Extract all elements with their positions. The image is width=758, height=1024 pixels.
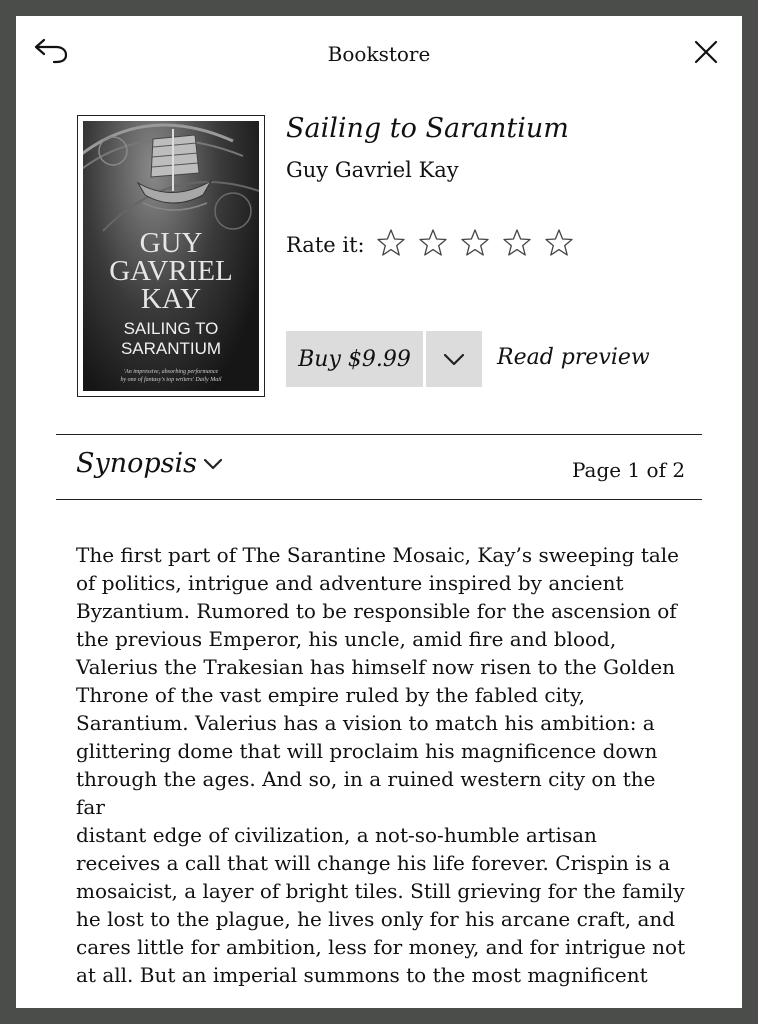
star-2-icon[interactable]: [418, 228, 448, 258]
cover-title-text: [83, 319, 259, 359]
cover-quote-line: by one of fantasy's top writers' Daily Mail: [120, 377, 222, 383]
synopsis-line: Sarantium. Valerius has a vision to match his ambition: a: [76, 711, 655, 735]
synopsis-line: of politics, intrigue and adventure inspired by ancient: [76, 571, 624, 595]
book-author[interactable]: Guy Gavriel Kay: [286, 158, 459, 182]
close-icon: [690, 36, 722, 68]
buy-options-dropdown-button[interactable]: [426, 331, 482, 387]
ship-mosaic-art: [83, 121, 259, 241]
bookstore-panel: [16, 16, 742, 1008]
buy-button[interactable]: Buy $9.99: [286, 331, 423, 387]
read-preview-button[interactable]: Read preview: [497, 345, 650, 370]
cover-quote-line: 'An impressive, absorbing performance: [123, 369, 219, 375]
synopsis-label: Synopsis: [76, 448, 198, 479]
synopsis-line: mosaicist, a layer of bright tiles. Still grieving for the family: [76, 879, 685, 903]
synopsis-line: the previous Emperor, his uncle, amid fire and blood,: [76, 627, 617, 651]
cover-title-line: SARANTIUM: [120, 339, 222, 358]
synopsis-text: [76, 541, 690, 989]
page-title: Bookstore: [327, 42, 431, 66]
book-title: Sailing to Sarantium: [286, 113, 569, 144]
cover-author-line: GAVRIEL: [109, 255, 233, 287]
book-cover: [77, 115, 265, 397]
cover-author-text: [83, 229, 259, 313]
synopsis-line: receives a call that will change his life forever. Crispin is a: [76, 851, 671, 875]
divider-bottom: [56, 499, 702, 500]
synopsis-line: he lost to the plague, he lives only for his arcane craft, and: [76, 907, 676, 931]
synopsis-toggle[interactable]: [76, 448, 226, 479]
close-button[interactable]: [690, 36, 722, 68]
divider-top: [56, 434, 702, 435]
synopsis-line: Byzantium. Rumored to be responsible for the ascension of: [76, 599, 677, 623]
rate-label: Rate it:: [286, 233, 365, 257]
cover-title-line: SAILING TO: [123, 319, 219, 338]
star-3-icon[interactable]: [460, 228, 490, 258]
synopsis-line: at all. But an imperial summons to the most magnificent: [76, 963, 648, 987]
synopsis-line: Valerius the Trakesian has himself now risen to the Golden: [76, 655, 676, 679]
synopsis-line: distant edge of civilization, a not-so-humble artisan: [76, 823, 597, 847]
header: [16, 16, 742, 92]
chevron-down-icon: [200, 451, 226, 477]
chevron-down-icon: [426, 331, 482, 387]
cover-author-line: KAY: [140, 283, 202, 315]
book-cover-image: [83, 121, 259, 391]
cover-author-line: GUY: [139, 227, 203, 259]
page-indicator: Page 1 of 2: [572, 458, 686, 482]
star-5-icon[interactable]: [544, 228, 574, 258]
star-1-icon[interactable]: [376, 228, 406, 258]
synopsis-line: cares little for ambition, less for money, and for intrigue not: [76, 935, 686, 959]
synopsis-line: The first part of The Sarantine Mosaic, Kay’s sweeping tale: [76, 543, 680, 567]
synopsis-line: Throne of the vast empire ruled by the fabled city,: [76, 683, 586, 707]
synopsis-line: through the ages. And so, in a ruined western city on the far: [76, 767, 656, 819]
synopsis-line: glittering dome that will proclaim his magnificence down: [76, 739, 658, 763]
cover-quote-text: [89, 368, 253, 384]
star-4-icon[interactable]: [502, 228, 532, 258]
